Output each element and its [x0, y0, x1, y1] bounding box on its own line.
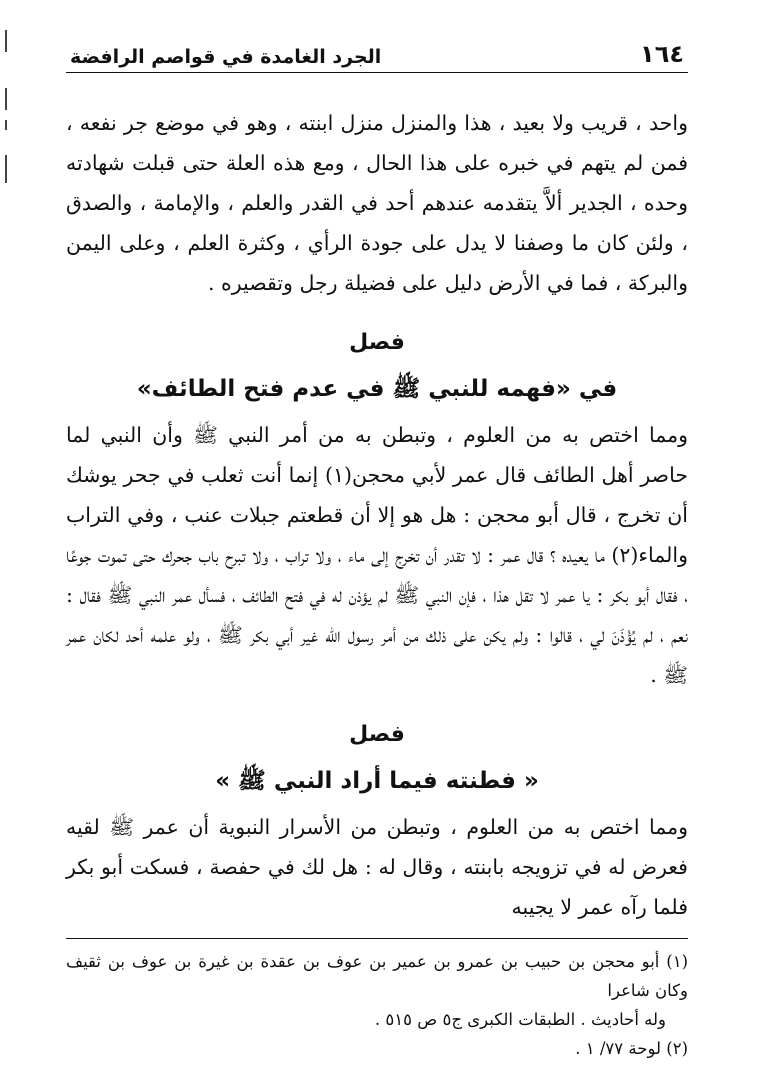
section-body: ومما اختص به من العلوم ، وتبطن به من أمر النبي ﷺ وأن النبي لما حاصر أهل الطائف قال عمر لأبي محجن(١) إنما أنت ثعلب في جحر يوشك أن تخرج ، قال أبو محجن : هل هو إلا أن قطعتم جبلات عنب ، وفي التراب والماء(٢) ما يعيده ؟ قال عمر : لا تقدر أن تخرج إلى ماء ، ولا تراب ، ولا تبرح باب جحرك حتى تموت جوعًا ، فقال أبو بكر : يا عمر لا تقل هذا ، فإن النبي ﷺ لم يؤذن له في فتح الطائف ، فسأل عمر النبي ﷺ فقال : نعم ، لم يُؤْذَنَ لي ، قالوا : ولم يكن على ذلك من أمر رسول اللّه غير أبي بكر ﷺ ، ولو علمه أحد لكان عمر ﷺ .: [66, 423, 688, 687]
section-label: فصل: [349, 330, 405, 355]
footnote-1: (١) أبو محجن بن حبيب بن عمرو بن عمير بن عوف بن عقدة بن غيرة بن عوف بن ثقيف وكان شاعرا: [66, 952, 688, 1000]
section-title: « فطنته فيما أراد النبي ﷺ »: [215, 768, 539, 794]
page-number: ١٦٤: [640, 40, 684, 68]
section-body: ومما اختص به من العلوم ، وتبطن من الأسرار النبوية أن عمر ﷺ لقيه فعرض له في تزويجه بابنته ، وقال له : هل لك في حفصة ، فسكت أبو بكر فلما رآه عمر لا يجيبه: [66, 815, 688, 919]
intro-paragraph: واحد ، قريب ولا بعيد ، هذا والمنزل منزل ابنته ، وهو في موضع جر نفعه ، فمن لم يتهم في خبره على هذا الحال ، ومع هذه العلة حتى قبلت شهادته وحده ، الجدير ألاَّ يتقدمه عندهم أحد في القدر والعلم ، والإمامة ، والصدق ، ولئن كان ما وصفنا لا يدل على جودة الرأي ، وكثرة العلم ، وعلى اليمن والبركة ، فما في الأرض دليل على فضيلة رجل وتقصيره .: [66, 111, 688, 295]
section-label: فصل: [349, 722, 405, 747]
section-title: في «فهمه للنبي ﷺ في عدم فتح الطائف»: [136, 376, 618, 402]
footnote-1-continuation: وله أحاديث . الطبقات الكبرى ج٥ ص ٥١٥ .: [374, 1010, 666, 1029]
running-title: الجرد الغامدة في قواصم الرافضة: [70, 46, 382, 68]
section-2: [66, 717, 688, 927]
footnotes: [66, 938, 688, 1063]
footnote-2: (٢) لوحة ٧٧/ ١ .: [575, 1039, 688, 1058]
running-header: [66, 28, 688, 73]
scan-margin-marks: [0, 0, 12, 1079]
document-page: [66, 28, 688, 1058]
section-1: [66, 325, 688, 695]
